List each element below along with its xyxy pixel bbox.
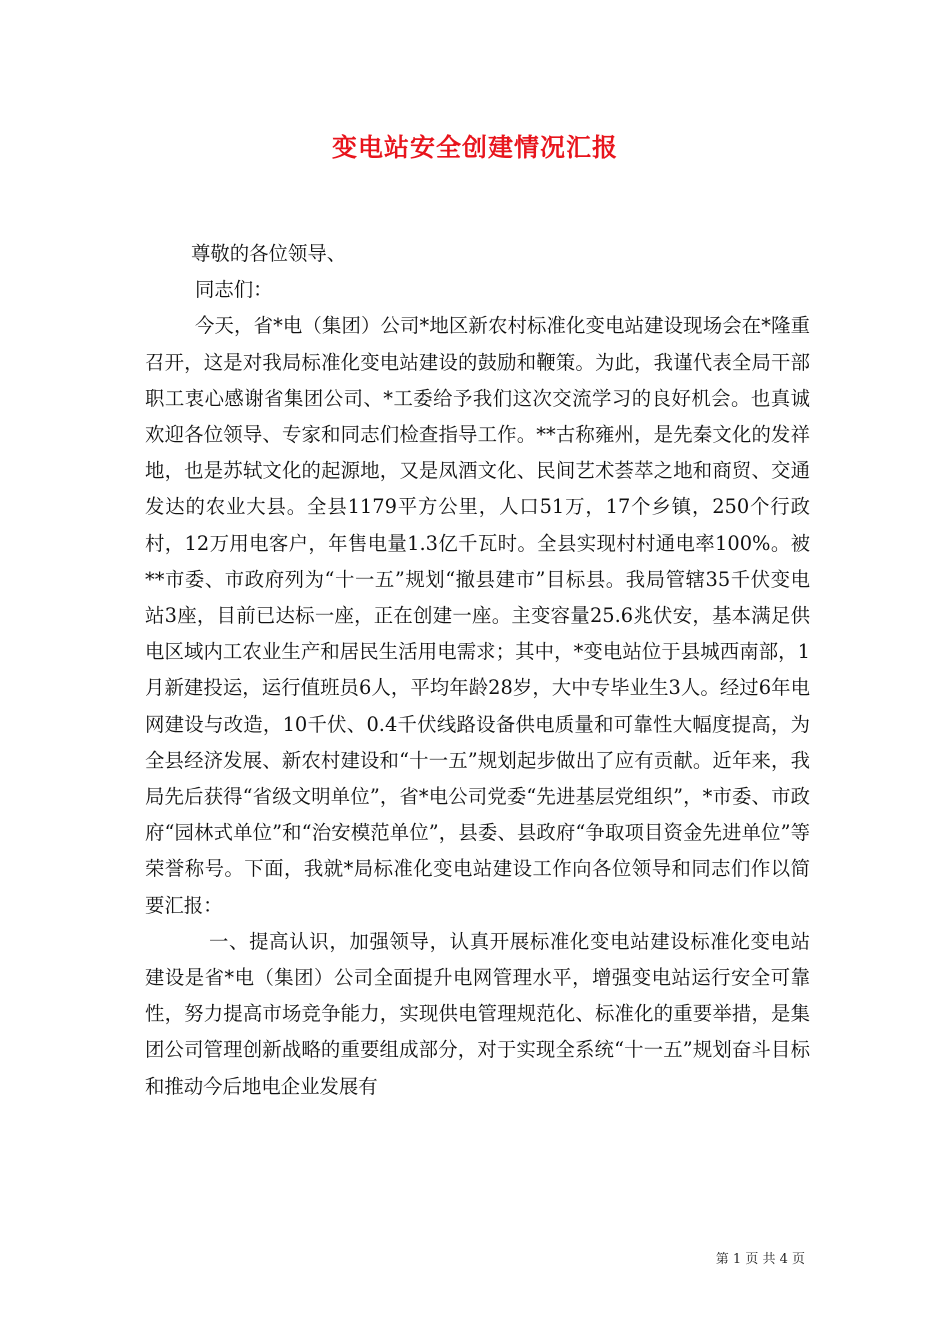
page-indicator: 第 1 页 共 4 页 [715, 1252, 805, 1267]
document-body [145, 236, 810, 1105]
document-title: 变电站安全创建情况汇报 [331, 133, 618, 162]
salutation-line-2: 同志们： [195, 278, 273, 302]
paragraph-intro: 今天，省*电（集团）公司*地区新农村标准化变电站建设现场会在*隆重召开，这是对我局标准化变电站建设的鼓励和鞭策。为此，我谨代表全局干部职工衷心感谢省集团公司、*工委给予我们这次交流学习的良好机会。也真诚欢迎各位领导、专家和同志们检查指导工作。**古称雍州，是先秦文化的发祥地，也是苏轼文化的起源地，又是凤酒文化、民间艺术荟萃之地和商贸、交通发达的农业大县。全县1179平方公里，人口51万，17个乡镇，250个行政村，12万用电客户，年售电量1.3亿千瓦时。全县实现村村通电率100%。被**市委、市政府列为“十一五”规划“撤县建市”目标县。我局管辖35千伏变电站3座，目前已达标一座，正在创建一座。主变容量25.6兆伏安，基本满足供电区域内工农业生产和居民生活用电需求；其中，*变电站位于县城西南部，1月新建投运，运行值班员6人，平均年龄28岁，大中专毕业生3人。经过6年电网建设与改造，10千伏、0.4千伏线路设备供电质量和可靠性大幅度提高，为全县经济发展、新农村建设和“十一五”规划起步做出了应有贡献。近年来，我局先后获得“省级文明单位”，省*电公司党委“先进基层党组织”，*市委、市政府“园林式单位”和“治安模范单位”，县委、县政府“争取项目资金先进单位”等荣誉称号。下面，我就*局标准化变电站建设工作向各位领导和同志们作以简要汇报： [145, 314, 810, 917]
salutation-line-1: 尊敬的各位领导、 [191, 242, 347, 265]
paragraph-section-one: 一、提高认识，加强领导，认真开展标准化变电站建设标准化变电站建设是省*电（集团）公司全面提升电网管理水平，增强变电站运行安全可靠性，努力提高市场竞争能力，实现供电管理规范化、标准化的重要举措，是集团公司管理创新战略的重要组成部分，对于实现全系统“十一五”规划奋斗目标和推动今后地电企业发展有 [145, 929, 810, 1098]
